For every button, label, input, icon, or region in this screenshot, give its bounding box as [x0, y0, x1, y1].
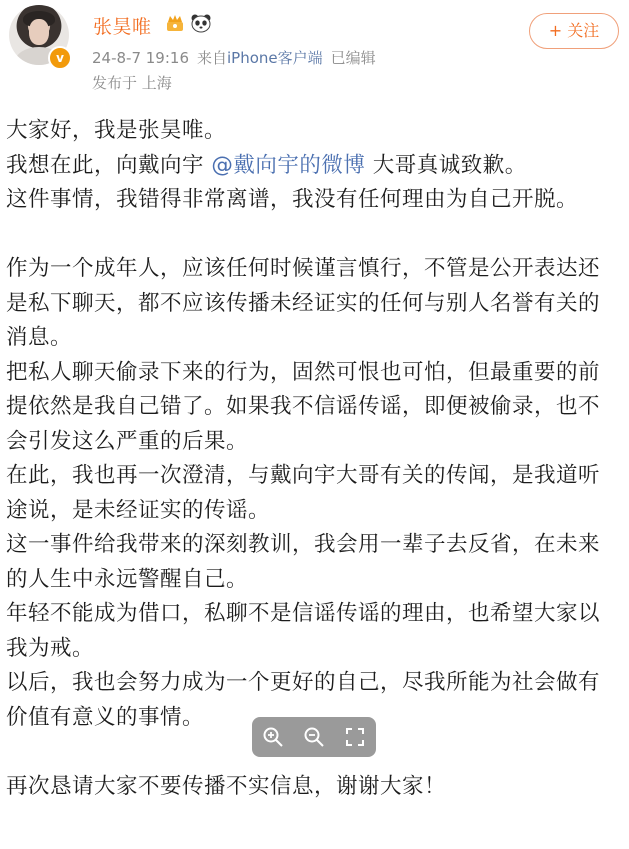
mention-link[interactable]: @戴向宇的微博 — [211, 152, 366, 178]
source-prefix: 来自 — [197, 49, 228, 67]
paragraph: 作为一个成年人，应该任何时候谨言慎行，不管是公开表达还是私下聊天，都不应该传播未经证实的任何与别人名誉有关的消息。 — [6, 256, 601, 350]
verified-badge-icon: v — [48, 46, 72, 70]
username[interactable]: 张昊唯 — [93, 16, 152, 38]
zoom-in-icon[interactable] — [262, 726, 284, 748]
post-datetime: 24-8-7 19:16 — [92, 49, 189, 67]
post-location: 发布于 上海 — [92, 74, 172, 92]
paragraph: 年轻不能成为借口，私聊不是信谣传谣的理由，也希望大家以我为戒。 — [6, 601, 601, 661]
post-body — [6, 114, 614, 804]
post-header — [0, 0, 629, 110]
edited-label[interactable]: 已编辑 — [330, 49, 376, 67]
zoom-out-icon[interactable] — [303, 726, 325, 748]
paragraph: 以后，我也会努力成为一个更好的自己，尽我所能为社会做有价值有意义的事情。 — [6, 670, 601, 730]
paragraph: 在此，我也再一次澄清，与戴向宇大哥有关的传闻，是我道听途说，是未经证实的传谣。 — [6, 463, 601, 523]
crown-icon — [165, 13, 185, 33]
image-zoom-toolbar — [252, 717, 376, 757]
follow-button[interactable]: + 关注 — [529, 13, 619, 49]
post-meta — [92, 47, 376, 68]
post-source[interactable]: iPhone客户端 — [227, 49, 323, 67]
paragraph: 这一事件给我带来的深刻教训，我会用一辈子去反省，在未来的人生中永远警醒自己。 — [6, 532, 601, 592]
paragraph: 这件事情，我错得非常离谱，我没有任何理由为自己开脱。 — [6, 187, 579, 212]
paragraph: 把私人聊天偷录下来的行为，固然可恨也可怕，但最重要的前提依然是我自己错了。如果我不信谣传谣，即便被偷录，也不会引发这么严重的后果。 — [6, 359, 601, 454]
paragraph: 我想在此，向戴向宇 @戴向宇的微博 大哥真诚致歉。 — [6, 152, 527, 178]
panda-icon — [190, 13, 212, 33]
paragraph: 大家好，我是张昊唯。 — [6, 118, 227, 143]
paragraph: 再次恳请大家不要传播不实信息，谢谢大家！ — [6, 773, 447, 799]
fit-screen-icon[interactable] — [344, 726, 366, 748]
